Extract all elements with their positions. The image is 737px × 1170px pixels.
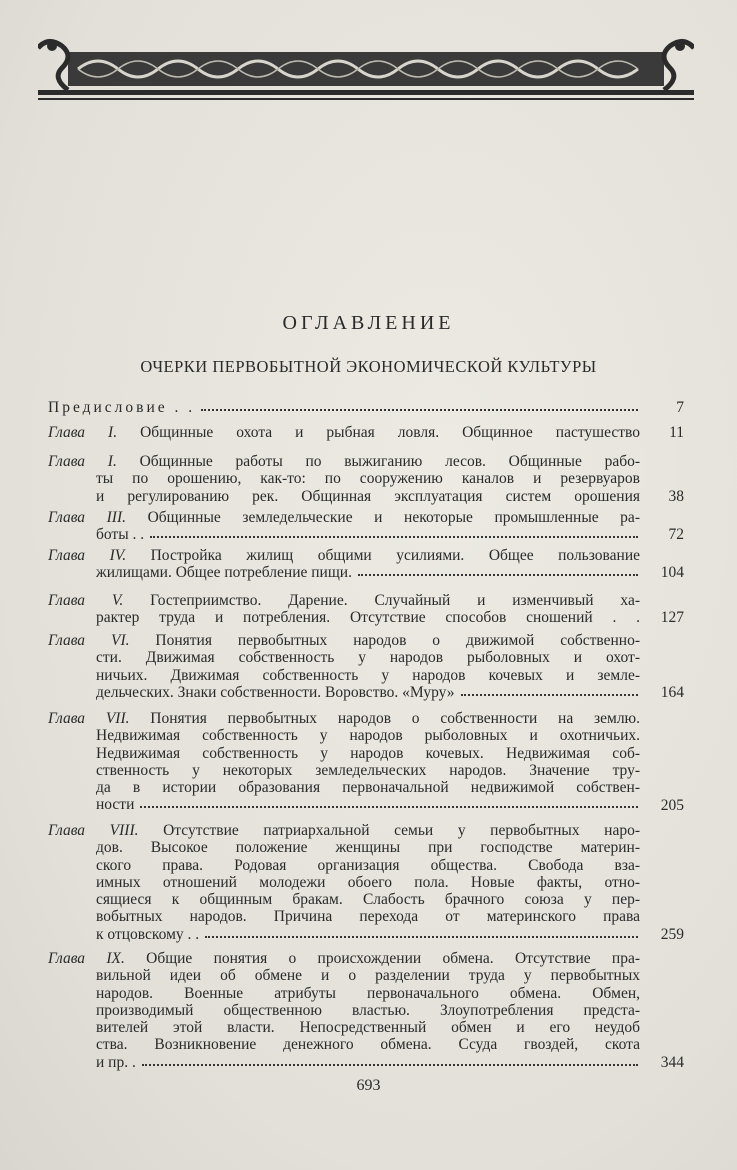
toc-text: Гостеприимство. Дарение. Случайный и изменчивый ха- bbox=[150, 592, 640, 609]
toc-line-text bbox=[96, 985, 640, 1002]
toc-line bbox=[96, 684, 640, 701]
toc-text: жилищами. Общее потребление пищи. bbox=[96, 564, 352, 582]
toc-line bbox=[48, 632, 640, 649]
chapter-label: Глава VI. bbox=[48, 632, 130, 649]
toc-line bbox=[96, 649, 640, 666]
toc-line-text bbox=[96, 488, 640, 505]
toc-text: Понятия первобытных народов о движимой собственно- bbox=[155, 632, 640, 649]
dot-leader bbox=[201, 399, 638, 411]
toc-entry bbox=[48, 453, 684, 505]
toc-line bbox=[96, 470, 640, 487]
toc-entry bbox=[48, 399, 684, 416]
toc-text: ты по орошению, как-то: по сооружению каналов и резервуаров bbox=[96, 470, 640, 488]
toc-line-text bbox=[96, 926, 199, 943]
toc-line bbox=[96, 967, 640, 984]
toc-page-number: 38 bbox=[668, 487, 684, 505]
toc-text: Постройка жилищ общими усилиями. Общее пользование bbox=[150, 547, 640, 564]
dot-leader bbox=[140, 796, 638, 808]
toc-text: Общинные охота и рыбная ловля. Общинное пастушество bbox=[140, 424, 640, 441]
toc-line-text bbox=[96, 1036, 640, 1053]
toc-text: имных отношений молодежи обоего пола. Новые факты, отно- bbox=[96, 873, 640, 891]
toc-line-text bbox=[96, 745, 640, 762]
chapter-label: Глава III. bbox=[48, 509, 126, 526]
toc-text: Недвижимая собственность у народов рыболовных и охотничьих. bbox=[96, 727, 640, 745]
toc-line-text bbox=[96, 649, 640, 666]
toc-line-text bbox=[96, 779, 640, 796]
toc-line bbox=[48, 509, 640, 526]
toc-text: ничьих. Движимая собственность у народов кочевых и земле- bbox=[96, 666, 640, 684]
toc-text: ского права. Родовая организация общества. Свобода вза- bbox=[96, 856, 640, 874]
toc-line-text bbox=[96, 908, 640, 925]
toc-text: к отцовскому . . bbox=[96, 925, 200, 943]
toc-line bbox=[96, 609, 640, 626]
toc-page-number: 11 bbox=[669, 424, 684, 441]
chapter-label: Глава I. bbox=[48, 424, 118, 441]
toc-line-text bbox=[48, 424, 640, 441]
chapter-label: Глава VIII. bbox=[48, 822, 139, 839]
toc-page-number: 344 bbox=[660, 1053, 684, 1071]
toc-text: вобытных народов. Причина перехода от материнского права bbox=[96, 908, 640, 926]
toc-entry bbox=[48, 632, 684, 701]
toc-line bbox=[96, 564, 640, 581]
toc-line bbox=[96, 1019, 640, 1036]
toc-line bbox=[48, 453, 640, 470]
toc-text: ности bbox=[96, 796, 135, 814]
dot-leader bbox=[142, 1054, 638, 1066]
page-subtitle: ОЧЕРКИ ПЕРВОБЫТНОЙ ЭКОНОМИЧЕСКОЙ КУЛЬТУРЫ bbox=[140, 357, 597, 376]
toc-line-text bbox=[48, 822, 640, 839]
toc-line bbox=[96, 779, 640, 796]
toc-line-text bbox=[96, 891, 640, 908]
toc-text: сти. Движимая собственность у народов рыболовных и охот- bbox=[96, 649, 640, 667]
toc-text: Общие понятия о происхождении обмена. Отсутствие пра- bbox=[146, 950, 640, 967]
toc-line bbox=[96, 926, 640, 943]
toc-text: дов. Высокое положение женщины при господстве материн- bbox=[96, 839, 640, 857]
toc-line-text bbox=[48, 547, 640, 564]
toc-text: и пр. . bbox=[96, 1053, 136, 1071]
toc-entry bbox=[48, 509, 684, 544]
toc-entry bbox=[48, 424, 684, 441]
toc-line-text bbox=[96, 1019, 640, 1036]
toc-page-number: 72 bbox=[668, 526, 684, 544]
chapter-label: Глава I. bbox=[48, 453, 117, 470]
chapter-label: Глава V. bbox=[48, 592, 124, 609]
toc-line-text bbox=[48, 453, 640, 470]
toc-line bbox=[96, 727, 640, 744]
toc-text: ства. Возникновение денежного обмена. Ссуда гвоздей, скота bbox=[96, 1036, 640, 1054]
toc-entry bbox=[48, 592, 684, 627]
toc-line bbox=[96, 796, 640, 813]
toc-line-text bbox=[48, 509, 640, 526]
toc-text: вителей этой власти. Непосредственный обмен и его неудоб bbox=[96, 1019, 640, 1037]
toc-line-text bbox=[96, 470, 640, 487]
toc-line-text bbox=[96, 796, 134, 813]
toc-line bbox=[48, 399, 640, 416]
dot-leader bbox=[358, 564, 638, 576]
toc-text: дельческих. Знаки собственности. Воровство. «Муру» bbox=[96, 683, 455, 701]
toc-line bbox=[48, 822, 640, 839]
toc-line bbox=[96, 762, 640, 779]
chapter-label: Глава IX. bbox=[48, 950, 125, 967]
toc-text: сящиеся к общинным бракам. Слабость брачного союза у пер- bbox=[96, 891, 640, 909]
toc-entry bbox=[48, 547, 684, 582]
toc-text: производимый общественною властью. Злоупотребления предста- bbox=[96, 1001, 640, 1019]
toc-text: Понятия первобытных народов о собственности на землю. bbox=[150, 710, 640, 727]
toc-text: Общинные работы по выжиганию лесов. Общинные рабо- bbox=[139, 453, 640, 470]
toc-page-number: 104 bbox=[660, 564, 684, 582]
toc-text: народов. Военные атрибуты первоначального обмена. Обмен, bbox=[96, 984, 640, 1002]
toc-line-text bbox=[96, 684, 455, 701]
toc-text: Недвижимая собственность у народов кочевых. Недвижимая соб- bbox=[96, 744, 640, 762]
toc-page-number: 7 bbox=[676, 399, 684, 416]
toc-line-text bbox=[48, 632, 640, 649]
toc-text: и регулированию рек. Общинная эксплуатация систем орошения bbox=[96, 487, 640, 505]
toc-line-text bbox=[96, 1054, 136, 1071]
toc-line-text bbox=[96, 727, 640, 744]
toc-line-text bbox=[96, 564, 352, 581]
toc-line bbox=[96, 985, 640, 1002]
toc-text: ственность у некоторых земледельческих народов. Значение тру- bbox=[96, 761, 640, 779]
dot-leader bbox=[205, 926, 638, 938]
toc-line bbox=[96, 745, 640, 762]
toc-entry bbox=[48, 822, 684, 943]
toc-line-text bbox=[96, 667, 640, 684]
toc-line-text bbox=[96, 857, 640, 874]
toc-text: Предисловие . . bbox=[48, 399, 196, 416]
toc-line-text bbox=[48, 710, 640, 727]
decorative-header-ornament bbox=[38, 38, 694, 104]
dot-leader bbox=[150, 526, 638, 538]
toc-text: рактер труда и потребления. Отсутствие способов сношений . . bbox=[96, 609, 640, 627]
toc-line bbox=[96, 526, 640, 543]
toc-line-text bbox=[48, 592, 640, 609]
toc-line bbox=[96, 667, 640, 684]
toc-text: Отсутствие патриархальной семьи у первобытных наро- bbox=[163, 822, 640, 839]
toc-line bbox=[48, 950, 640, 967]
dot-leader bbox=[461, 684, 638, 696]
chapter-label: Глава VII. bbox=[48, 710, 130, 727]
toc-entry bbox=[48, 710, 684, 814]
toc-page-number: 205 bbox=[660, 796, 684, 814]
toc-line bbox=[96, 1036, 640, 1053]
toc-line-text bbox=[96, 874, 640, 891]
toc-line bbox=[96, 908, 640, 925]
toc-line-text bbox=[96, 526, 144, 543]
toc-line bbox=[96, 839, 640, 856]
toc-line bbox=[96, 857, 640, 874]
toc-line-text bbox=[96, 762, 640, 779]
page-number: 693 bbox=[356, 1077, 381, 1094]
toc-page-number: 259 bbox=[660, 925, 684, 943]
toc-line-text bbox=[96, 1002, 640, 1019]
chapter-label: Глава IV. bbox=[48, 547, 127, 564]
toc-line bbox=[96, 891, 640, 908]
toc-line bbox=[48, 424, 640, 441]
page-title: ОГЛАВЛЕНИЕ bbox=[282, 312, 455, 334]
toc-text: Общинные земледельческие и некоторые промышленные ра- bbox=[147, 509, 640, 526]
toc-line bbox=[96, 1002, 640, 1019]
toc-line bbox=[96, 488, 640, 505]
toc-text: да в истории образования первоначальной недвижимой собствен- bbox=[96, 779, 640, 797]
toc-text: вильной идеи об обмене и о разделении труда у первобытных bbox=[96, 967, 640, 985]
toc-line bbox=[48, 547, 640, 564]
toc-line bbox=[96, 1054, 640, 1071]
toc-page-number: 164 bbox=[660, 683, 684, 701]
toc-entry bbox=[48, 950, 684, 1071]
toc-line-text bbox=[96, 609, 640, 626]
toc-page-number: 127 bbox=[660, 609, 684, 627]
toc-line-text bbox=[48, 950, 640, 967]
toc-line bbox=[48, 592, 640, 609]
toc-line-text bbox=[96, 967, 640, 984]
toc-line-text bbox=[48, 399, 195, 416]
toc-line bbox=[48, 710, 640, 727]
toc-line-text bbox=[96, 839, 640, 856]
toc-text: боты . . bbox=[96, 526, 145, 544]
toc-line bbox=[96, 874, 640, 891]
